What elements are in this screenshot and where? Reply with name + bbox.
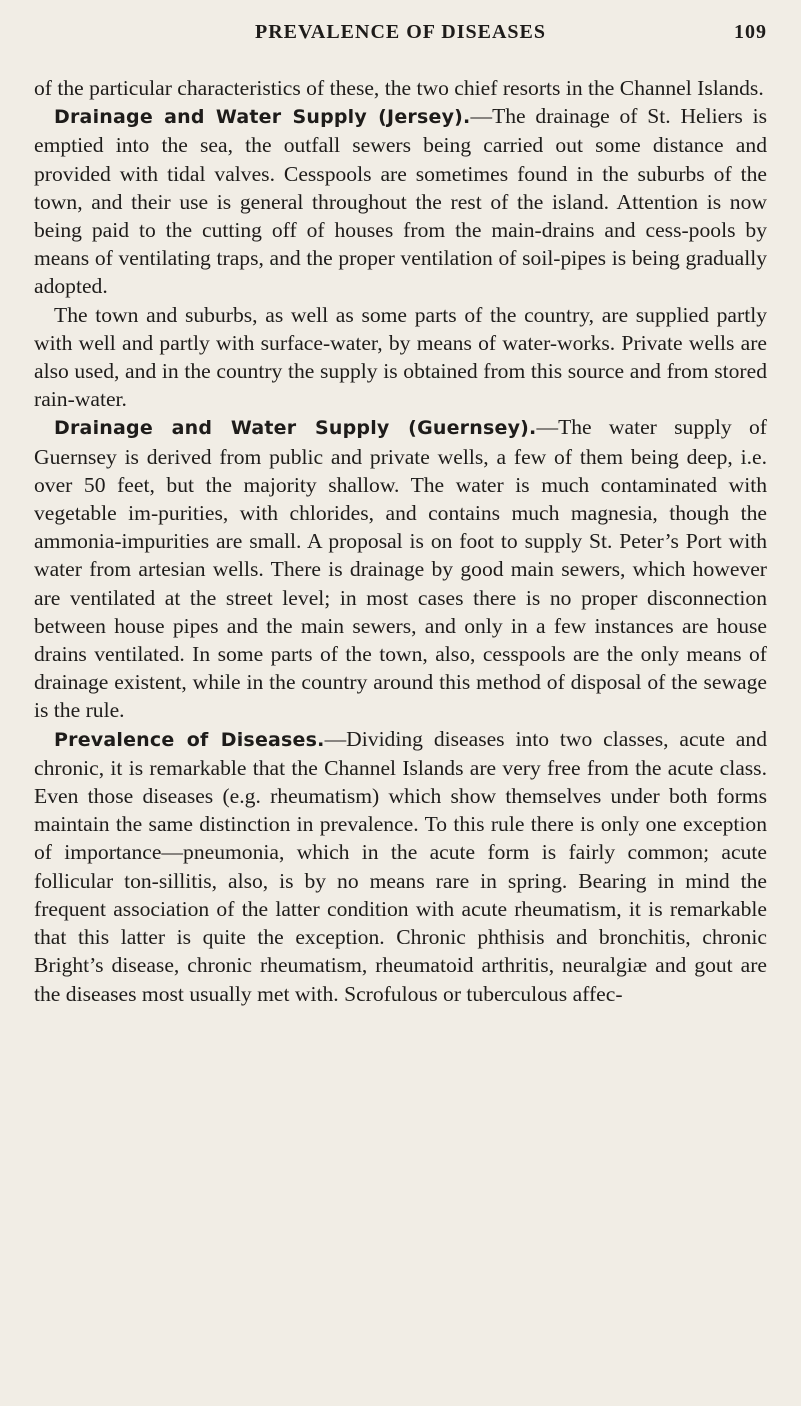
paragraph-jersey-drainage (34, 102, 767, 300)
running-head (34, 12, 767, 52)
paragraph-text: The town and suburbs, as well as some parts of the country, are supplied partly with well and partly with surface-water, by means of water-works. Private wells are also used, and in the country the supply is obtained from this source and from stored rain-water. (34, 302, 767, 412)
section-heading-prevalence: Prevalence of Diseases. (54, 728, 325, 751)
paragraph-continuation (34, 74, 767, 102)
body-text (34, 74, 767, 1008)
paragraph-text: of the particular characteristics of these, the two chief resorts in the Channel Islands. (34, 76, 764, 100)
paragraph-guernsey-drainage (34, 413, 767, 724)
paragraph-text: —Dividing diseases into two classes, acute and chronic, it is remarkable that the Channel Islands are very free from the acute class. Even those diseases (e.g. rheumatism) which show themselves under both forms maintain the same distinction in prevalence. To this rule there is only one exception of importance—pneumonia, which in the acute form is fairly common; acute follicular ton-sillitis, also, is by no means rare in spring. Bearing in mind the frequent association of the latter condition with acute rheumatism, it is remarkable that this latter is quite the exception. Chronic phthisis and bronchitis, chronic Bright’s disease, chronic rheumatism, rheumatoid arthritis, neuralgiæ and gout are the diseases most usually met with. Scrofulous or tuberculous affec- (34, 726, 767, 1006)
section-heading-jersey: Drainage and Water Supply (Jersey). (54, 106, 471, 129)
section-heading-guernsey: Drainage and Water Supply (Guernsey). (54, 417, 537, 440)
page-number: 109 (734, 21, 767, 43)
paragraph-jersey-water (34, 301, 767, 414)
running-title: PREVALENCE OF DISEASES (255, 21, 546, 43)
paragraph-prevalence (34, 725, 767, 1008)
paragraph-text: —The water supply of Guernsey is derived from public and private wells, a few of them being deep, i.e. over 50 feet, but the majority shallow. The water is much contaminated with vegetable im-purities, with chlorides, and contains much magnesia, though the ammonia-impurities are small. A proposal is on foot to supply St. Peter’s Port with water from artesian wells. There is drainage by good main sewers, which however are ventilated at the street level; in most cases there is no proper disconnection between house pipes and the main sewers, and only in a few instances are house drains ventilated. In some parts of the town, also, cesspools are the only means of drainage existent, while in the country around this method of disposal of the sewage is the rule. (34, 415, 767, 723)
paragraph-text: —The drainage of St. Heliers is emptied into the sea, the outfall sewers being carried out some distance and provided with tidal valves. Cesspools are sometimes found in the suburbs of the town, and their use is general throughout the rest of the island. Attention is now being paid to the cutting off of houses from the main-drains and cess-pools by means of ventilating traps, and the proper ventilation of soil-pipes is being gradually adopted. (34, 104, 767, 299)
